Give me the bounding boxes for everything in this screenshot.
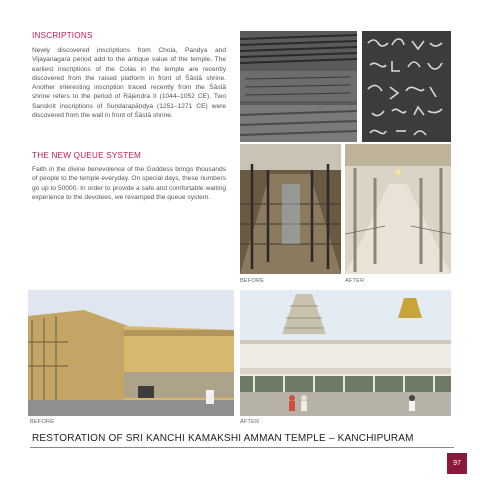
inscriptions-paragraph: Newly discovered inscriptions from Chola, Pandya and Vijayanagara period add to the antique value of the temple. The earliest inscriptions of the Colas in the temple are recently discovered from the raised platform in front of Śāstā shrine. Another interesting inscription traced recently from the Śāstā shrine refers to the period of Rājendra II (1044–1052 CE). Two Sanskrit inscriptions of Sundarapāṇḍya (1251–1271 CE) were discovered from the wall in front of Śāstā shrine. bbox=[32, 47, 226, 120]
building-after-photo bbox=[240, 290, 451, 416]
building-before-photo bbox=[28, 290, 234, 416]
queue-before-caption: BEFORE bbox=[240, 278, 265, 284]
script-inscription-photo bbox=[362, 31, 451, 142]
queue-heading: THE NEW QUEUE SYSTEM bbox=[32, 151, 142, 160]
footer-title: RESTORATION OF SRI KANCHI KAMAKSHI AMMAN TEMPLE – KANCHIPURAM bbox=[32, 433, 414, 444]
carved-pillar-photo bbox=[240, 31, 357, 142]
inscriptions-section bbox=[32, 31, 226, 120]
queue-section bbox=[32, 151, 226, 202]
bottom-before-caption: BEFORE bbox=[30, 419, 55, 425]
queue-before-photo bbox=[240, 144, 341, 274]
inscriptions-heading: INSCRIPTIONS bbox=[32, 31, 93, 40]
queue-after-caption: AFTER bbox=[345, 278, 365, 284]
queue-after-photo bbox=[345, 144, 451, 274]
footer-divider bbox=[30, 447, 454, 448]
page-number: 97 bbox=[447, 453, 467, 474]
bottom-after-caption: AFTER bbox=[240, 419, 260, 425]
queue-paragraph: Faith in the divine benevolence of the Goddess brings thousands of people to the temple everyday. On special days, these numbers go up to 50000. In order to provide a safe and comfortable waiting experience to the devotees, we revamped the queue system. bbox=[32, 166, 226, 201]
